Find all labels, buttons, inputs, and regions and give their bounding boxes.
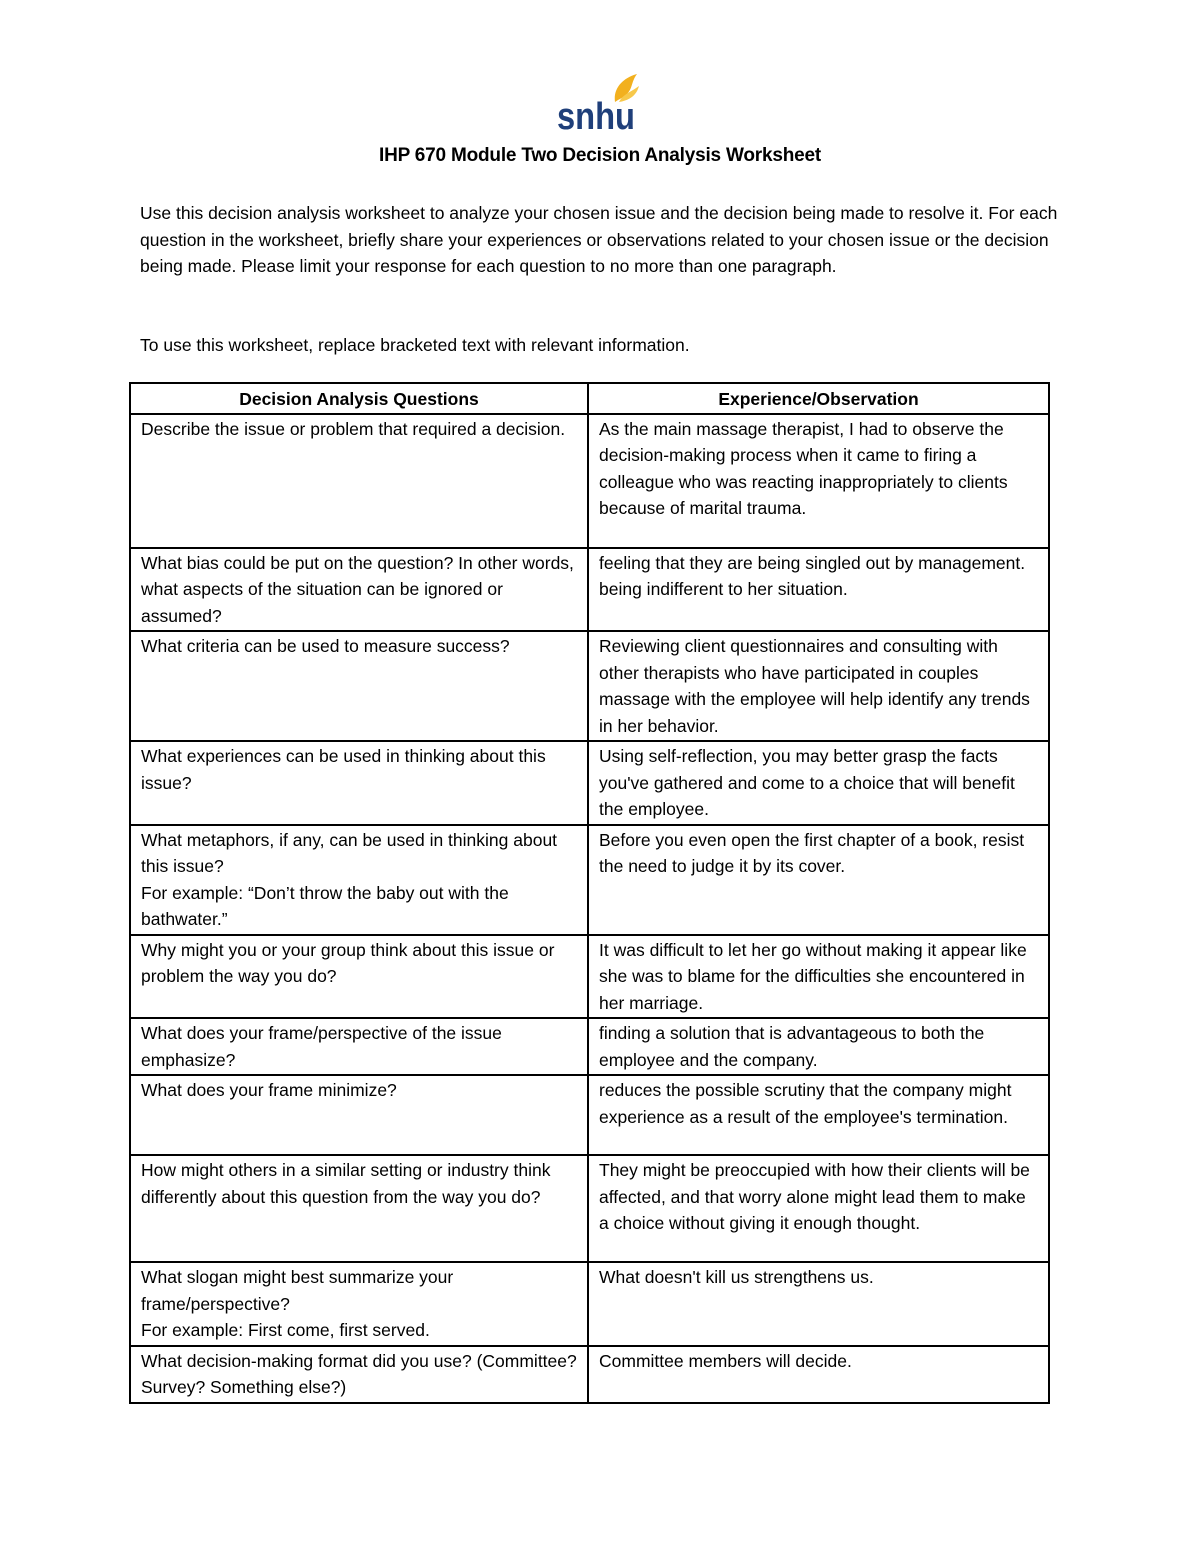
- answer-cell[interactable]: reduces the possible scrutiny that the company might experience as a result of the employee's termination.: [588, 1075, 1049, 1155]
- question-cell: [130, 1155, 588, 1262]
- table-row: [130, 1018, 1049, 1075]
- question-text: Describe the issue or problem that required a decision.: [141, 418, 566, 439]
- table-row: [130, 741, 1049, 825]
- table-row: [130, 1346, 1049, 1403]
- question-cell: [130, 1075, 588, 1155]
- question-cell: [130, 1346, 588, 1403]
- column-header-questions: Decision Analysis Questions: [130, 383, 588, 414]
- question-text: What experiences can be used in thinking about this issue?: [141, 746, 546, 793]
- answer-cell[interactable]: They might be preoccupied with how their clients will be affected, and that worry alone might lead them to make a choice without giving it enough thought.: [588, 1155, 1049, 1262]
- page-title: IHP 670 Module Two Decision Analysis Worksheet: [378, 145, 821, 166]
- table-row: [130, 935, 1049, 1019]
- table-row: [130, 1155, 1049, 1262]
- intro-paragraph: Use this decision analysis worksheet to analyze your chosen issue and the decision being made to resolve it. For each question in the worksheet, briefly share your experiences or observations related to your chosen issue or the decision being made. Please limit your response for each question to no more than one paragraph.: [140, 203, 1058, 276]
- answer-cell[interactable]: feeling that they are being singled out by management. being indifferent to her situation.: [588, 548, 1049, 632]
- answer-cell[interactable]: finding a solution that is advantageous to both the employee and the company.: [588, 1018, 1049, 1075]
- column-header-experience: Experience/Observation: [588, 383, 1049, 414]
- table-header-row: [130, 383, 1049, 414]
- answer-cell[interactable]: Reviewing client questionnaires and consulting with other therapists who have participated in couples massage with the employee will help identify any trends in her behavior.: [588, 631, 1049, 741]
- table-row: [130, 631, 1049, 741]
- question-cell: [130, 414, 588, 548]
- question-text: What bias could be put on the question? In other words, what aspects of the situation can be ignored or assumed?: [141, 552, 574, 626]
- question-text: What decision-making format did you use? (Committee? Survey? Something else?): [141, 1350, 577, 1397]
- question-cell: [130, 1018, 588, 1075]
- answer-cell[interactable]: Committee members will decide.: [588, 1346, 1049, 1403]
- question-cell: [130, 548, 588, 632]
- logo-wordmark: snhu: [557, 96, 635, 134]
- answer-cell[interactable]: Before you even open the first chapter of a book, resist the need to judge it by its cover.: [588, 825, 1049, 935]
- question-text: What does your frame/perspective of the issue emphasize?: [141, 1023, 502, 1070]
- table-row: [130, 825, 1049, 935]
- answer-cell[interactable]: As the main massage therapist, I had to observe the decision-making process when it came to firing a colleague who was reacting inappropriately to clients because of marital trauma.: [588, 414, 1049, 548]
- question-text: What metaphors, if any, can be used in thinking about this issue?: [141, 829, 558, 876]
- question-text: What does your frame minimize?: [141, 1080, 397, 1100]
- question-example: For example: “Don’t throw the baby out with the bathwater.”: [141, 882, 509, 929]
- question-cell: [130, 935, 588, 1019]
- table-row: [130, 1262, 1049, 1346]
- answer-cell[interactable]: It was difficult to let her go without making it appear like she was to blame for the difficulties she encountered in her marriage.: [588, 935, 1049, 1019]
- question-cell: [130, 825, 588, 935]
- table-row: [130, 1075, 1049, 1155]
- question-cell: [130, 741, 588, 825]
- decision-analysis-table: [129, 382, 1050, 1404]
- question-text: What slogan might best summarize your frame/perspective?: [141, 1267, 454, 1314]
- question-cell: [130, 1262, 588, 1346]
- question-text: Why might you or your group think about this issue or problem the way you do?: [141, 939, 555, 986]
- table-row: [130, 414, 1049, 548]
- question-text: How might others in a similar setting or industry think differently about this question from the way you do?: [141, 1160, 551, 1207]
- answer-cell[interactable]: What doesn't kill us strengthens us.: [588, 1262, 1049, 1346]
- instruction-paragraph: To use this worksheet, replace bracketed text with relevant information.: [140, 335, 690, 355]
- question-text: What criteria can be used to measure success?: [141, 636, 510, 656]
- snhu-logo: [553, 72, 647, 134]
- question-example: For example: First come, first served.: [141, 1320, 430, 1340]
- question-cell: [130, 631, 588, 741]
- answer-cell[interactable]: Using self-reflection, you may better grasp the facts you've gathered and come to a choice that will benefit the employee.: [588, 741, 1049, 825]
- table-row: [130, 548, 1049, 632]
